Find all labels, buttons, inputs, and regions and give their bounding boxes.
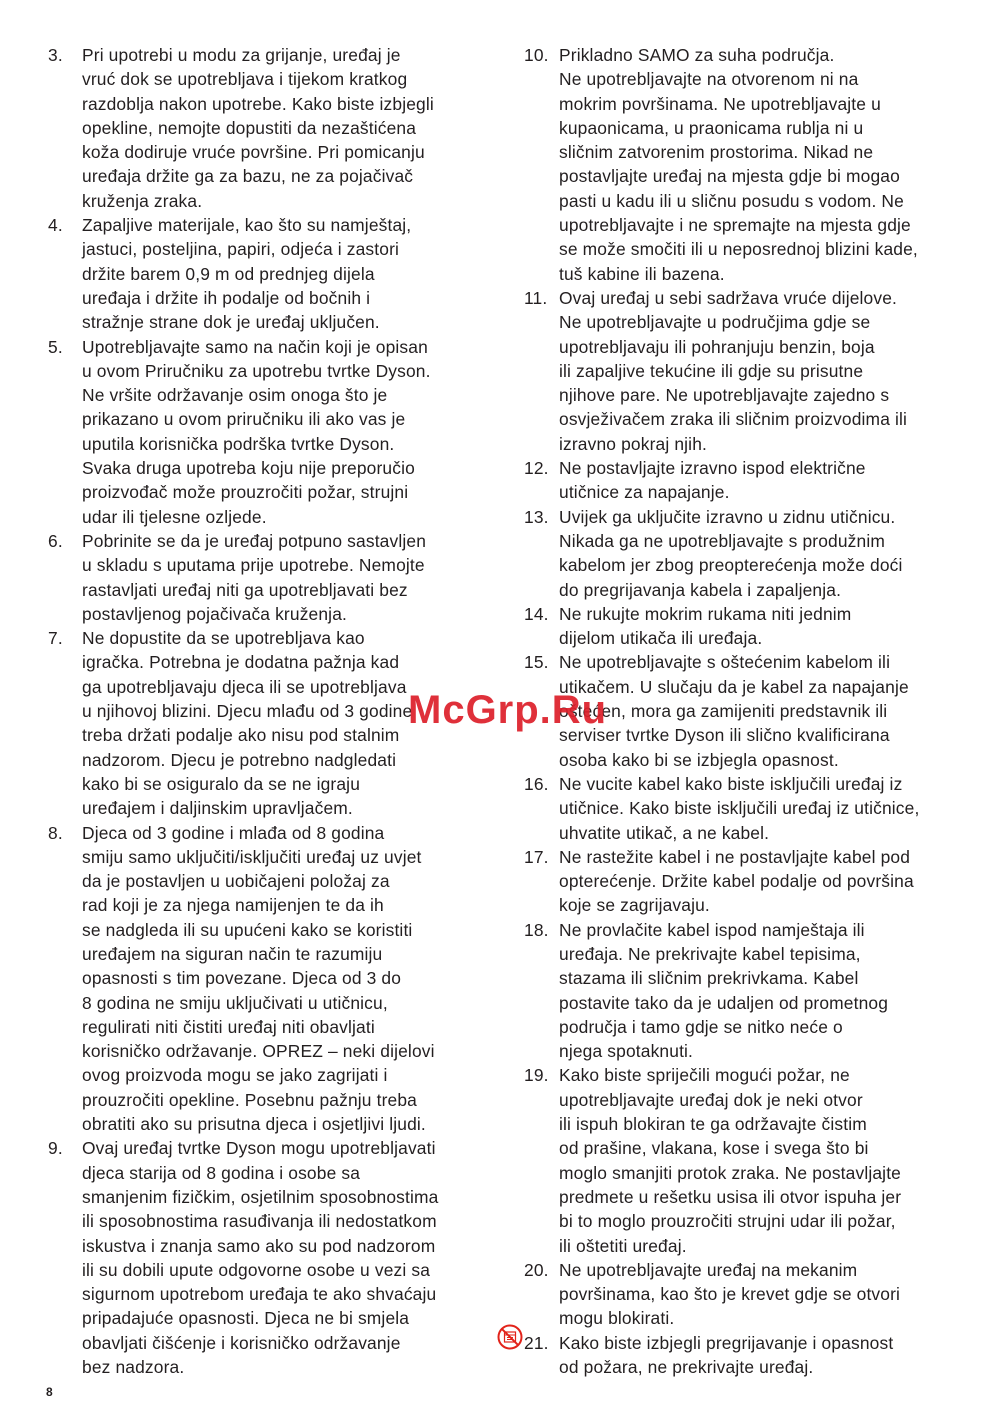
item-text: Ne postavljajte izravno ispod električne utičnice za napajanje.	[559, 458, 866, 503]
item-text: Ne rukujte mokrim rukama niti jednim dijelom utikača ili uređaja.	[559, 603, 852, 649]
item-text: Pri upotrebi u modu za grijanje, uređaj je vruć dok se upotrebljava i tijekom kratkog razdoblja nakon upotrebe. Kako biste izbjegli opekline, nemojte dopustiti da nezaštićena koža dodiruje vruće površine. Pri pomicanju uređaja držite ga za bazu, ne za pojačivač kruženja zraka.	[82, 45, 434, 211]
list-item	[48, 529, 480, 626]
item-number: 7.	[48, 628, 63, 649]
item-text: Upotrebljavajte samo na način koji je opisan u ovom Priručniku za upotrebu tvrtke Dyson. Ne vršite održavanje osim onoga što je prikazano u ovom priručniku ili ako vas je uputila korisnička podrška tvrtke Dyson. Svaka druga upotreba koju nije preporučio proizvođač može prouzročiti požar, strujni udar ili tjelesne ozljede.	[82, 336, 431, 527]
item-text: Prikladno SAMO za suha područja. Ne upotrebljavajte na otvorenom ni na mokrim površinama. Ne upotrebljavajte u kupaonicama, u praonicama rublja ni u sličnim zatvorenim prostorima. Nikad ne postavljajte uređaj na mjesta gdje bi mogao pasti u kadu ili u sličnu posudu s vodom. Ne upotrebljavajte i ne spremajte na mjesta gdje se može smočiti ili u neposrednoj blizini kade, tuš kabine ili bazena.	[559, 45, 918, 284]
list-item	[524, 505, 964, 602]
item-number: 4.	[48, 215, 63, 236]
item-number: 13.	[524, 506, 549, 527]
item-number: 21.	[524, 1332, 549, 1353]
item-text: Ne upotrebljavajte s oštećenim kabelom ili utikačem. U slučaju da je kabel za napajanje oštećen, mora ga zamijeniti predstavnik ili serviser tvrtke Dyson ili slično kvalificirana osoba kako bi se izbjegla opasnost.	[559, 652, 909, 770]
list-item	[524, 602, 964, 651]
list-item	[48, 821, 480, 1137]
item-number: 11.	[524, 287, 548, 308]
list-item	[524, 43, 964, 286]
item-number: 20.	[524, 1259, 549, 1280]
list-item	[524, 772, 964, 845]
item-text: Ne vucite kabel kako biste isključili uređaj iz utičnice. Kako biste isključili uređaj iz utičnice, uhvatite utikač, a ne kabel.	[559, 773, 920, 843]
item-number: 6.	[48, 530, 63, 551]
item-number: 18.	[524, 919, 549, 940]
item-number: 8.	[48, 822, 63, 843]
list-item	[524, 286, 964, 456]
item-number: 9.	[48, 1138, 63, 1159]
watermark: McGrp.Ru	[408, 688, 608, 732]
list-item	[48, 43, 480, 213]
item-text: Ne dopustite da se upotrebljava kao igračka. Potrebna je dodatna pažnja kad ga upotrebljavaju djeca ili se upotrebljava u njihovoj blizini. Djecu mlađu od 3 godine treba držati podalje ako nisu pod stalnim nadzorom. Djecu je potrebno nadgledati kako bi se osiguralo da se ne igraju uređajem i daljinskim upravljačem.	[82, 628, 413, 819]
list-item	[48, 213, 480, 334]
item-text: Ne rastežite kabel i ne postavljajte kabel pod opterećenje. Držite kabel podalje od površina koje se zagrijavaju.	[559, 846, 914, 916]
item-number: 17.	[524, 846, 549, 867]
list-item	[524, 1258, 964, 1331]
item-number: 5.	[48, 336, 63, 357]
page-number: 8	[46, 1385, 53, 1399]
item-number: 14.	[524, 603, 549, 624]
item-text: Kako biste spriječili mogući požar, ne upotrebljavajte uređaj dok je neki otvor ili ispuh blokiran te ga održavajte čistim od prašine, vlakana, kose i svega što bi moglo smanjiti protok zraka. Ne postavljajte predmete u rešetku usisa ili otvor ispuha jer bi to moglo prouzročiti strujni udar ili požar, ili oštetiti uređaj.	[559, 1065, 902, 1256]
item-number: 15.	[524, 652, 549, 673]
item-text: Pobrinite se da je uređaj potpuno sastavljen u skladu s uputama prije upotrebe. Nemojte rastavljati uređaj niti ga upotrebljavati bez postavljenog pojačivača kruženja.	[82, 530, 427, 624]
do-not-cover-icon	[497, 1324, 523, 1350]
item-text: Ne provlačite kabel ispod namještaja ili uređaja. Ne prekrivajte kabel tepisima, stazama ili sličnim prekrivkama. Kabel postavite tako da je udaljen od prometnog područja i tamo gdje se nitko neće o njega spotaknuti.	[559, 919, 889, 1062]
item-number: 16.	[524, 773, 549, 794]
list-item	[524, 918, 964, 1064]
item-text: Djeca od 3 godine i mlađa od 8 godina smiju samo uključiti/isključiti uređaj uz uvjet da je postavljen u uobičajeni položaj za rad koji je za njega namijenjen te da ih se nadgleda ili su upućeni kako se koristiti uređajem na siguran način te razumiju opasnosti s tim povezane. Djeca od 3 do 8 godina ne smiju uključivati u utičnicu, regulirati niti čistiti uređaj niti obavljati korisničko održavanje. OPREZ – neki dijelovi ovog proizvoda mogu se jako zagrijati i prouzročiti opekline. Posebnu pažnju treba obratiti ako su prisutna djeca i osjetljivi ljudi.	[82, 822, 435, 1135]
item-text: Kako biste izbjegli pregrijavanje i opasnost od požara, ne prekrivajte uređaj.	[559, 1332, 894, 1378]
list-item	[48, 1136, 480, 1379]
item-text: Ovaj uređaj tvrtke Dyson mogu upotrebljavati djeca starija od 8 godina i osobe sa smanjenim fizičkim, osjetilnim sposobnostima ili sposobnostima rasuđivanja ili nedostatkom iskustva i znanja samo ako su pod nadzorom ili su dobili upute odgovorne osobe u vezi sa sigurnom upotrebom uređaja te ako shvaćaju pripadajuće opasnosti. Djeca ne bi smjela obavljati čišćenje i korisničko održavanje bez nadzora.	[82, 1138, 439, 1378]
item-number: 19.	[524, 1065, 549, 1086]
item-number: 10.	[524, 45, 549, 65]
item-text: Zapaljive materijale, kao što su namještaj, jastuci, posteljina, papiri, odjeća i zastori držite barem 0,9 m od prednjeg dijela uređaja i držite ih podalje od bočnih i stražnje strane dok je uređaj uključen.	[82, 215, 412, 333]
list-item	[48, 335, 480, 529]
item-number: 12.	[524, 458, 549, 479]
item-text: Ovaj uređaj u sebi sadržava vruće dijelove. Ne upotrebljavajte u područjima gdje se upotrebljavaju ili pohranjuju benzin, boja ili zapaljive tekućine ili gdje su prisutne njihove pare. Ne upotrebljavajte zajedno s osvježivačem zraka ili sličnim proizvodima ili izravno pokraj njih.	[559, 287, 908, 454]
list-item	[524, 456, 964, 505]
list-item	[524, 1063, 964, 1257]
list-item	[524, 1331, 964, 1380]
item-number: 3.	[48, 45, 63, 65]
item-text: Ne upotrebljavajte uređaj na mekanim površinama, kao što je krevet gdje se otvori mogu blokirati.	[559, 1259, 901, 1329]
list-item	[524, 845, 964, 918]
item-text: Uvijek ga uključite izravno u zidnu utičnicu. Nikada ga ne upotrebljavajte s produžnim kabelom jer zbog preopterećenja može doći do pregrijavanja kabela i zapaljenja.	[559, 506, 903, 600]
